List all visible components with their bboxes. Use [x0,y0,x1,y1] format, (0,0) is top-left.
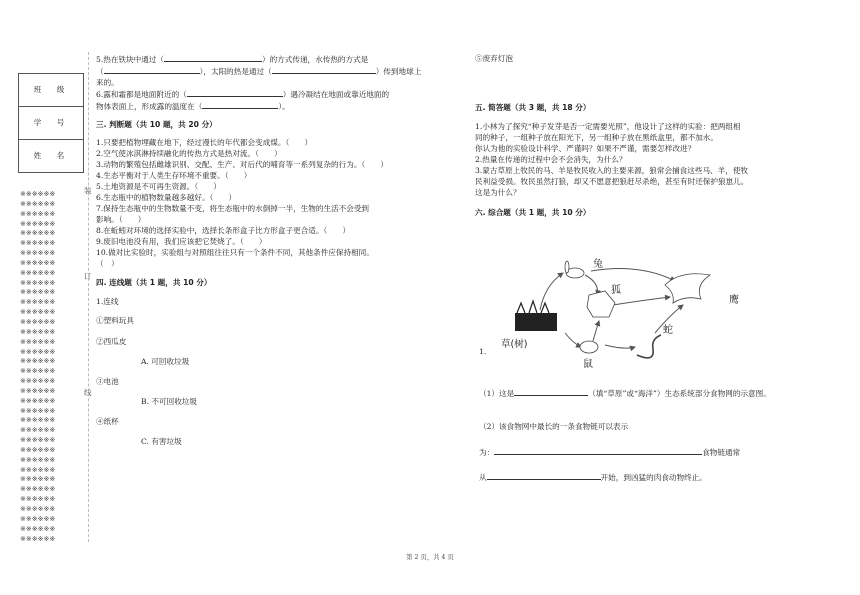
connect-left-item[interactable]: ①塑料玩具 [96,316,134,325]
right-column [475,53,820,218]
star-row: ※※※※※※ [20,495,56,504]
star-row: ※※※※※※ [20,426,56,435]
arrow-grass-rabbit [540,273,563,310]
judge-item: 7.保持生态瓶中的生物数量不变，将生态瓶中的水倒掉一半，生物的生活不会受到 [96,204,370,213]
connect-heading: 四. 连线题（共 1 题，共 10 分） [96,278,212,287]
snake-icon [637,335,661,358]
star-row: ※※※※※※ [20,485,56,494]
star-row: ※※※※※※ [20,436,56,445]
middle-column: 5.热在铁块中通过（ ）的方式传递，水传热的方式是 （ ），太阳的热是通过（ ）传到地球上 来的。 6.露和霜都是地面附近的（ ）遇冷凝结在地面或靠近地面的 物体表面上，形成露的温度在（ ）。 三. 判断题（共 10 题，共 20 分） 1.只要把植物埋藏在地下，经过漫长的年代都会变成煤。（ ） 2.空气使冰淇淋持续融化的传热方式是热对流。（ ） 3.动物的繁殖包括雌雄识别、交配、生产、对后代的哺育等一系列复杂的行为。（ ） 4.生态平衡对于人类生存环境不重要。（ ） 5.土地资源是不可再生资源。（ ） 6.生态瓶中的植物数量越多越好。（ ） 7.保持生态瓶中的生物数量不变，将生态瓶中的水倒掉一半，生物的生活不会受到 影响。（ ） 8.在蚯蚓对环境的选择实验中，选择长条形盒子比方形盒子更合适。（ ） 9.废旧电池没有用，我们应该把它焚烧了。（ ） 10.做对比实验时，实验组与对照组往往只有一个条件不同，其他条件应保持相同。 （ ） 四. 连线题（共 1 题，共 10 分） 1.连线 ①塑料玩具 ②西瓜皮 A. 可回收垃圾 ③电池 B. 不可回收垃圾 ④纸杯 C. 有害垃圾 [96,53,451,447]
star-row: ※※※※※※ [20,357,56,366]
ecosystem-answer-blank[interactable] [514,387,588,396]
star-row: ※※※※※※ [20,455,56,464]
class-field-label: 班 级 [19,74,84,107]
star-row: ※※※※※※ [20,219,56,228]
connect-right-item[interactable]: B. 不可回收垃圾 [141,397,197,406]
food-chain-start-line: 从 开始，到凶猛的肉食动物终止。 [479,473,707,482]
rabbit-icon [565,261,584,278]
food-web-diagram [501,255,755,375]
star-row: ※※※※※※ [20,268,56,277]
connect-left-item[interactable]: ④纸杯 [96,417,119,426]
short-answer-line: 你认为他的实验设计科学、严谨吗？如果不严谨，需要怎样改进？ [475,144,696,153]
judge-heading: 三. 判断题（共 10 题，共 20 分） [96,120,217,129]
star-row: ※※※※※※ [20,308,56,317]
eagle-icon [665,274,710,303]
fill-question-6: 6.露和霜都是地面附近的（ ）遇冷凝结在地面或靠近地面的 [96,90,390,99]
judge-item: 8.在蚯蚓对环境的选择实验中，选择长条形盒子比方形盒子更合适。（ ） [96,226,351,235]
star-row: ※※※※※※ [20,209,56,218]
short-answer-heading: 五. 简答题（共 3 题，共 18 分） [475,103,591,112]
star-row: ※※※※※※ [20,534,56,543]
binding-char-3: 线 [84,388,92,397]
judge-item: 9.废旧电池没有用，我们应该把它焚烧了。（ ） [96,237,267,246]
comprehensive-heading: 六. 综合题（共 1 题，共 10 分） [475,208,591,217]
star-row: ※※※※※※ [20,445,56,454]
star-row: ※※※※※※ [20,229,56,238]
star-row: ※※※※※※ [20,396,56,405]
food-chain-answer-blank[interactable] [494,446,702,455]
binding-char-2: 订 [84,272,92,281]
star-row: ※※※※※※ [20,386,56,395]
connect-left-item[interactable]: ③电池 [96,377,119,386]
star-row: ※※※※※※ [20,239,56,248]
star-row: ※※※※※※ [20,416,56,425]
student-id-field-label: 学 号 [19,107,84,140]
food-chain-answer-line: 为： 食物链通常 [479,448,741,457]
judge-item: 6.生态瓶中的植物数量越多越好。（ ） [96,193,237,202]
judge-item: 10.做对比实验时，实验组与对照组往往只有一个条件不同，其他条件应保持相同。 [96,248,374,257]
connect-left-item[interactable]: ⑤废弃灯泡 [475,54,513,63]
connect-right-item[interactable]: C. 有害垃圾 [141,437,182,446]
page-footer: 第 2 页，共 4 页 [406,554,454,561]
name-field-label: 姓 名 [19,140,84,173]
connect-left-item[interactable]: ②西瓜皮 [96,337,127,346]
star-row: ※※※※※※ [20,475,56,484]
mouse-icon [580,341,598,353]
star-row: ※※※※※※ [20,347,56,356]
food-web-question-2: （2）该食物网中最长的一条食物链可以表示 [479,422,629,431]
label-grass: 草(树) [501,339,528,350]
arrow-rabbit-fox [585,275,598,295]
short-answer-line: 同的种子，一组种子放在阳光下，另一组种子放在黑纸盒里，都不加水。 [475,133,718,142]
student-info-table [18,73,84,173]
food-web-question-1: （1）这是 （填“草原”或“海洋”）生态系统部分食物网的示意图。 [479,389,771,398]
arrow-rabbit-eagle [591,269,675,281]
star-row: ※※※※※※ [20,317,56,326]
star-row: ※※※※※※ [20,367,56,376]
star-row: ※※※※※※ [20,514,56,523]
short-answer-line: 1.小林为了探究“种子发芽是否一定需要光照”，他设计了这样的实验：把两组相 [475,122,741,131]
arrow-fox-eagle [613,297,670,305]
label-rabbit: 兔 [593,259,603,270]
star-row: ※※※※※※ [20,249,56,258]
binding-char-1: 装 [84,186,92,195]
star-row: ※※※※※※ [20,327,56,336]
judge-list [96,137,451,269]
label-fox: 狐 [611,285,621,296]
judge-item: 5.土地资源是不可再生资源。（ ） [96,182,221,191]
binding-cut-line [88,52,89,542]
arrow-mouse-snake [605,345,635,348]
short-answer-list [475,121,820,198]
judge-item: 3.动物的繁殖包括雌雄识别、交配、生产、对后代的哺育等一系列复杂的行为。（ ） [96,160,389,169]
star-row: ※※※※※※ [20,199,56,208]
arrow-grass-mouse [565,333,581,347]
judge-item: 影响。（ ） [96,215,146,224]
star-row: ※※※※※※ [20,258,56,267]
star-row: ※※※※※※ [20,465,56,474]
judge-item: （ ） [96,259,119,268]
short-answer-line: 民利益受损。牧民虽然打狼，却又不愿意把狼赶尽杀绝，甚至有时还保护狼崽儿。 [475,177,749,186]
comprehensive-item-number: 1. [479,347,487,356]
food-chain-start-blank[interactable] [487,471,601,480]
judge-item: 4.生态平衡对于人类生存环境不重要。（ ） [96,171,252,180]
connect-intro: 1.连线 [96,297,119,306]
star-row: ※※※※※※ [20,377,56,386]
star-row: ※※※※※※ [20,337,56,346]
label-eagle: 鹰 [729,295,739,306]
star-binding-strip [20,190,84,544]
star-row: ※※※※※※ [20,288,56,297]
star-row: ※※※※※※ [20,278,56,287]
grass-icon [515,301,557,331]
short-answer-line: 3.蒙古草原上牧民的马、羊是牧民收入的主要来源，狼常会捕食这些马、羊，使牧 [475,166,749,175]
judge-item: 2.空气使冰淇淋持续融化的传热方式是热对流。（ ） [96,149,282,158]
star-row: ※※※※※※ [20,298,56,307]
star-row: ※※※※※※ [20,524,56,533]
label-snake: 蛇 [663,325,673,336]
connect-right-item[interactable]: A. 可回收垃圾 [141,357,190,366]
short-answer-line: 2.热量在传递的过程中会不会消失，为什么？ [475,155,627,164]
judge-item: 1.只要把植物埋藏在地下，经过漫长的年代都会变成煤。（ ） [96,138,313,147]
star-row: ※※※※※※ [20,190,56,198]
star-row: ※※※※※※ [20,505,56,513]
arrow-mouse-fox [593,321,599,341]
short-answer-line: 这是为什么？ [475,188,521,197]
star-row: ※※※※※※ [20,406,56,415]
fill-question-5: 5.热在铁块中通过（ ）的方式传递，水传热的方式是 [96,55,369,64]
label-mouse: 鼠 [583,359,593,370]
